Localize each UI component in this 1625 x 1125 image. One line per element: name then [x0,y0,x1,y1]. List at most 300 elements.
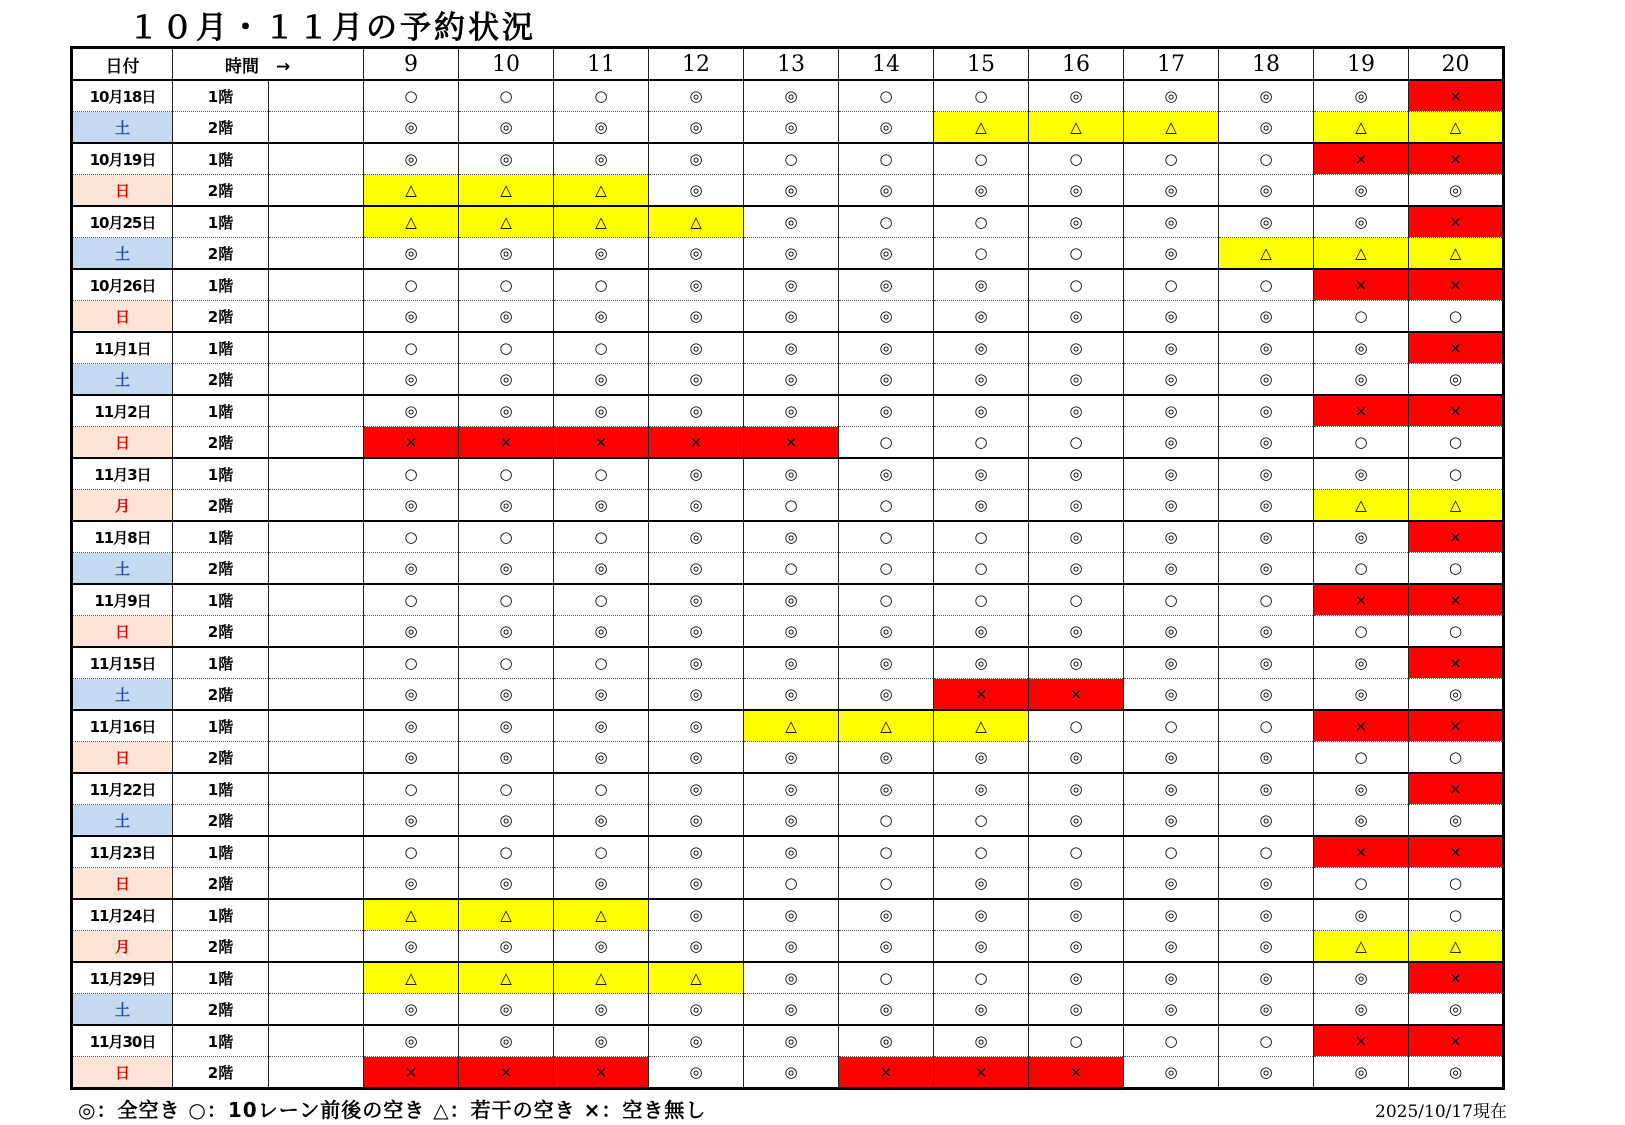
slot-cell: ○ [1124,836,1219,868]
slot-cell: ◎ [1029,80,1124,112]
slot-cell: ○ [364,773,459,805]
slot-cell: ◎ [1314,80,1409,112]
slot-cell: ◎ [1124,647,1219,679]
slot-cell: ◎ [1219,773,1314,805]
weekday-cell: 日 [72,742,173,774]
weekday-cell: 土 [72,553,173,585]
reservation-body [72,80,1504,1089]
slot-cell: ○ [744,490,839,522]
table-row [72,1057,1504,1089]
slot-cell: ◎ [649,931,744,963]
slot-cell: ◎ [744,805,839,837]
slot-cell: △ [364,899,459,931]
slot-cell: ◎ [1219,175,1314,207]
slot-cell: ◎ [744,206,839,238]
slot-cell: ○ [1219,143,1314,175]
slot-cell: ◎ [1029,301,1124,333]
floor-cell: 1階 [173,269,269,301]
slot-cell: ◎ [364,742,459,774]
floor-cell: 1階 [173,143,269,175]
hour-header: 14 [839,48,934,81]
slot-cell: ◎ [1124,773,1219,805]
slot-cell: △ [459,175,554,207]
slot-cell: ○ [364,332,459,364]
slot-cell: ○ [1029,836,1124,868]
slot-cell: ○ [839,80,934,112]
slot-cell: ◎ [459,710,554,742]
slot-cell: ○ [364,836,459,868]
spacer-cell [269,364,364,396]
hour-header: 11 [554,48,649,81]
slot-cell: ○ [934,143,1029,175]
slot-cell: ◎ [1314,175,1409,207]
spacer-cell [269,143,364,175]
slot-cell: △ [554,175,649,207]
spacer-cell [269,427,364,459]
spacer-cell [269,238,364,270]
table-row [72,521,1504,553]
slot-cell: ◎ [649,175,744,207]
slot-cell: ◎ [934,301,1029,333]
hour-header: 13 [744,48,839,81]
floor-cell: 2階 [173,490,269,522]
slot-cell: ◎ [839,458,934,490]
slot-cell: ◎ [934,742,1029,774]
hour-header: 10 [459,48,554,81]
slot-cell: ◎ [1124,490,1219,522]
slot-cell: ◎ [459,112,554,144]
slot-cell: ◎ [1029,553,1124,585]
slot-cell: ◎ [1219,364,1314,396]
slot-cell: ◎ [1219,395,1314,427]
slot-cell: ○ [364,80,459,112]
slot-cell: ◎ [649,647,744,679]
slot-cell: ◎ [934,364,1029,396]
slot-cell: △ [1409,112,1504,144]
floor-cell: 2階 [173,112,269,144]
slot-cell: ◎ [649,742,744,774]
slot-cell: △ [744,710,839,742]
slot-cell: × [1409,521,1504,553]
header-row [72,48,1504,81]
slot-cell: ◎ [839,364,934,396]
slot-cell: ◎ [839,269,934,301]
slot-cell: ◎ [839,395,934,427]
slot-cell: ○ [839,584,934,616]
slot-cell: ◎ [459,143,554,175]
slot-cell: × [364,1057,459,1089]
date-cell: 11月8日 [72,521,173,553]
slot-cell: ◎ [649,301,744,333]
slot-cell: ○ [1314,868,1409,900]
slot-cell: ○ [554,332,649,364]
hour-header: 16 [1029,48,1124,81]
slot-cell: ○ [1409,742,1504,774]
slot-cell: ◎ [1219,206,1314,238]
slot-cell: ◎ [1219,112,1314,144]
slot-cell: ◎ [1219,301,1314,333]
slot-cell: ○ [459,269,554,301]
hour-header: 12 [649,48,744,81]
slot-cell: ◎ [1124,458,1219,490]
weekday-cell: 土 [72,679,173,711]
slot-cell: ◎ [364,395,459,427]
time-column-header [173,48,364,81]
slot-cell: ○ [554,80,649,112]
slot-cell: ◎ [934,269,1029,301]
slot-cell: ◎ [934,395,1029,427]
slot-cell: ◎ [1219,805,1314,837]
weekday-cell: 土 [72,112,173,144]
slot-cell: ◎ [554,994,649,1026]
slot-cell: △ [364,962,459,994]
hour-header: 20 [1409,48,1504,81]
slot-cell: ○ [934,805,1029,837]
slot-cell: ◎ [744,931,839,963]
slot-cell: × [1409,395,1504,427]
slot-cell: ◎ [554,679,649,711]
slot-cell: ◎ [1124,931,1219,963]
slot-cell: ◎ [839,301,934,333]
slot-cell: ○ [1124,710,1219,742]
time-header-label: 時間 → [225,56,291,77]
slot-cell: ◎ [459,301,554,333]
slot-cell: ○ [839,805,934,837]
slot-cell: ◎ [839,931,934,963]
weekday-cell: 月 [72,931,173,963]
slot-cell: ○ [459,332,554,364]
slot-cell: △ [364,175,459,207]
slot-cell: △ [1409,238,1504,270]
slot-cell: ◎ [839,742,934,774]
floor-cell: 2階 [173,1057,269,1089]
floor-cell: 2階 [173,679,269,711]
floor-cell: 2階 [173,616,269,648]
slot-cell: ○ [364,521,459,553]
slot-cell: ◎ [1124,395,1219,427]
slot-cell: ◎ [554,742,649,774]
slot-cell: ◎ [554,931,649,963]
slot-cell: ◎ [744,742,839,774]
slot-cell: × [1409,80,1504,112]
slot-cell: ◎ [1029,458,1124,490]
table-row [72,175,1504,207]
spacer-cell [269,868,364,900]
slot-cell: ◎ [934,773,1029,805]
slot-cell: △ [459,962,554,994]
slot-cell: ◎ [744,301,839,333]
slot-cell: ○ [934,80,1029,112]
slot-cell: ◎ [1124,742,1219,774]
slot-cell: ◎ [554,710,649,742]
slot-cell: ◎ [649,332,744,364]
slot-cell: ◎ [554,112,649,144]
slot-cell: ◎ [1314,206,1409,238]
slot-cell: △ [554,899,649,931]
slot-cell: ◎ [1029,175,1124,207]
slot-cell: ◎ [744,332,839,364]
slot-cell: ◎ [364,710,459,742]
slot-cell: ◎ [459,805,554,837]
table-row [72,899,1504,931]
slot-cell: ○ [1409,616,1504,648]
slot-cell: △ [554,962,649,994]
slot-cell: ◎ [839,238,934,270]
table-row [72,269,1504,301]
slot-cell: ◎ [649,805,744,837]
slot-cell: ◎ [1219,616,1314,648]
slot-cell: ◎ [1314,679,1409,711]
slot-cell: × [1409,1025,1504,1057]
slot-cell: ◎ [554,1025,649,1057]
slot-cell: ○ [1409,427,1504,459]
slot-cell: ○ [554,647,649,679]
slot-cell: ◎ [1124,80,1219,112]
table-row [72,112,1504,144]
slot-cell: ◎ [649,994,744,1026]
table-row [72,1025,1504,1057]
slot-cell: × [459,1057,554,1089]
slot-cell: ◎ [1219,1057,1314,1089]
slot-cell: ○ [1409,553,1504,585]
slot-cell: ◎ [649,584,744,616]
slot-cell: ◎ [364,1025,459,1057]
slot-cell: ◎ [364,490,459,522]
spacer-cell [269,269,364,301]
slot-cell: ◎ [744,521,839,553]
floor-cell: 2階 [173,805,269,837]
weekday-cell: 日 [72,427,173,459]
table-row [72,679,1504,711]
slot-cell: ○ [934,206,1029,238]
reservation-table [70,46,1505,1090]
spacer-cell [269,175,364,207]
floor-cell: 2階 [173,238,269,270]
slot-cell: ○ [1409,458,1504,490]
slot-cell: × [459,427,554,459]
slot-cell: ◎ [1029,616,1124,648]
slot-cell: ◎ [1124,301,1219,333]
slot-cell: ○ [1029,710,1124,742]
slot-cell: ○ [744,868,839,900]
slot-cell: ◎ [1219,458,1314,490]
table-row [72,80,1504,112]
slot-cell: ○ [554,521,649,553]
slot-cell: ◎ [1124,994,1219,1026]
table-row [72,931,1504,963]
slot-cell: ◎ [1219,521,1314,553]
slot-cell: ◎ [1029,742,1124,774]
slot-cell: ◎ [1124,679,1219,711]
slot-cell: ◎ [364,805,459,837]
slot-cell: ◎ [1409,679,1504,711]
slot-cell: ○ [839,521,934,553]
hour-header: 18 [1219,48,1314,81]
slot-cell: ◎ [744,899,839,931]
table-row [72,647,1504,679]
slot-cell: ◎ [364,553,459,585]
slot-cell: ◎ [744,458,839,490]
slot-cell: × [1029,1057,1124,1089]
slot-cell: ◎ [934,899,1029,931]
slot-cell: × [1409,143,1504,175]
slot-cell: ○ [934,427,1029,459]
slot-cell: ◎ [1219,332,1314,364]
slot-cell: ◎ [459,679,554,711]
slot-cell: × [1409,836,1504,868]
slot-cell: ◎ [839,616,934,648]
floor-cell: 1階 [173,899,269,931]
slot-cell: ○ [839,143,934,175]
slot-cell: ◎ [934,994,1029,1026]
slot-cell: ◎ [1409,805,1504,837]
slot-cell: × [1029,679,1124,711]
slot-cell: ◎ [1219,742,1314,774]
slot-cell: ◎ [839,647,934,679]
floor-cell: 1階 [173,206,269,238]
date-cell: 11月23日 [72,836,173,868]
slot-cell: ○ [1124,1025,1219,1057]
floor-cell: 1階 [173,1025,269,1057]
slot-cell: ◎ [744,962,839,994]
spacer-cell [269,742,364,774]
spacer-cell [269,395,364,427]
slot-cell: ○ [364,458,459,490]
slot-cell: ◎ [1029,206,1124,238]
slot-cell: ○ [459,80,554,112]
weekday-cell: 月 [72,490,173,522]
spacer-cell [269,332,364,364]
slot-cell: ◎ [649,269,744,301]
slot-cell: ◎ [934,1025,1029,1057]
slot-cell: ◎ [744,80,839,112]
slot-cell: ◎ [934,175,1029,207]
slot-cell: ◎ [1029,521,1124,553]
table-row [72,584,1504,616]
slot-cell: ◎ [1029,899,1124,931]
date-cell: 11月24日 [72,899,173,931]
slot-cell: △ [554,206,649,238]
slot-cell: ◎ [554,805,649,837]
slot-cell: ○ [459,647,554,679]
slot-cell: ○ [839,553,934,585]
slot-cell: ◎ [649,364,744,396]
weekday-cell: 日 [72,868,173,900]
slot-cell: ○ [554,458,649,490]
slot-cell: ○ [1029,584,1124,616]
table-row [72,868,1504,900]
slot-cell: ○ [1409,899,1504,931]
slot-cell: ◎ [934,458,1029,490]
table-row [72,395,1504,427]
slot-cell: ○ [839,490,934,522]
slot-cell: ◎ [1029,647,1124,679]
spacer-cell [269,458,364,490]
slot-cell: ◎ [1029,332,1124,364]
slot-cell: ◎ [839,1025,934,1057]
spacer-cell [269,521,364,553]
slot-cell: ○ [459,584,554,616]
table-row [72,427,1504,459]
floor-cell: 1階 [173,395,269,427]
slot-cell: ◎ [1409,1057,1504,1089]
slot-cell: △ [459,899,554,931]
floor-cell: 2階 [173,931,269,963]
slot-cell: ○ [554,773,649,805]
date-cell: 11月29日 [72,962,173,994]
table-row [72,773,1504,805]
slot-cell: ○ [1409,301,1504,333]
spacer-cell [269,553,364,585]
spacer-cell [269,301,364,333]
slot-cell: ◎ [1219,962,1314,994]
slot-cell: × [554,427,649,459]
table-row [72,238,1504,270]
slot-cell: × [934,679,1029,711]
slot-cell: ◎ [839,332,934,364]
slot-cell: △ [1124,112,1219,144]
floor-cell: 2階 [173,175,269,207]
slot-cell: ◎ [364,143,459,175]
slot-cell: ◎ [364,301,459,333]
slot-cell: ◎ [364,931,459,963]
spacer-cell [269,994,364,1026]
slot-cell: ◎ [744,1025,839,1057]
slot-cell: ◎ [1314,773,1409,805]
slot-cell: × [1409,962,1504,994]
slot-cell: ◎ [649,395,744,427]
slot-cell: ◎ [1314,1057,1409,1089]
slot-cell: ◎ [649,616,744,648]
slot-cell: ◎ [1029,773,1124,805]
slot-cell: ◎ [459,395,554,427]
slot-cell: × [1409,269,1504,301]
table-row [72,994,1504,1026]
weekday-cell: 土 [72,364,173,396]
spacer-cell [269,899,364,931]
weekday-cell: 日 [72,301,173,333]
slot-cell: × [934,1057,1029,1089]
slot-cell: ◎ [1314,521,1409,553]
table-row [72,301,1504,333]
date-cell: 10月18日 [72,80,173,112]
slot-cell: ◎ [1029,364,1124,396]
floor-cell: 2階 [173,364,269,396]
spacer-cell [269,490,364,522]
date-column-header: 日付 [72,48,173,81]
slot-cell: ◎ [1124,553,1219,585]
slot-cell: ◎ [1314,994,1409,1026]
slot-cell: ◎ [744,269,839,301]
slot-cell: ○ [1124,584,1219,616]
slot-cell: ◎ [1219,899,1314,931]
slot-cell: × [364,427,459,459]
table-row [72,364,1504,396]
slot-cell: ◎ [459,1025,554,1057]
floor-cell: 1階 [173,584,269,616]
weekday-cell: 日 [72,175,173,207]
slot-cell: △ [1029,112,1124,144]
slot-cell: ◎ [934,647,1029,679]
slot-cell: ◎ [1409,175,1504,207]
slot-cell: ◎ [459,553,554,585]
slot-cell: × [744,427,839,459]
slot-cell: × [1314,1025,1409,1057]
date-cell: 11月30日 [72,1025,173,1057]
slot-cell: ◎ [1219,427,1314,459]
slot-cell: △ [934,112,1029,144]
slot-cell: ◎ [554,868,649,900]
